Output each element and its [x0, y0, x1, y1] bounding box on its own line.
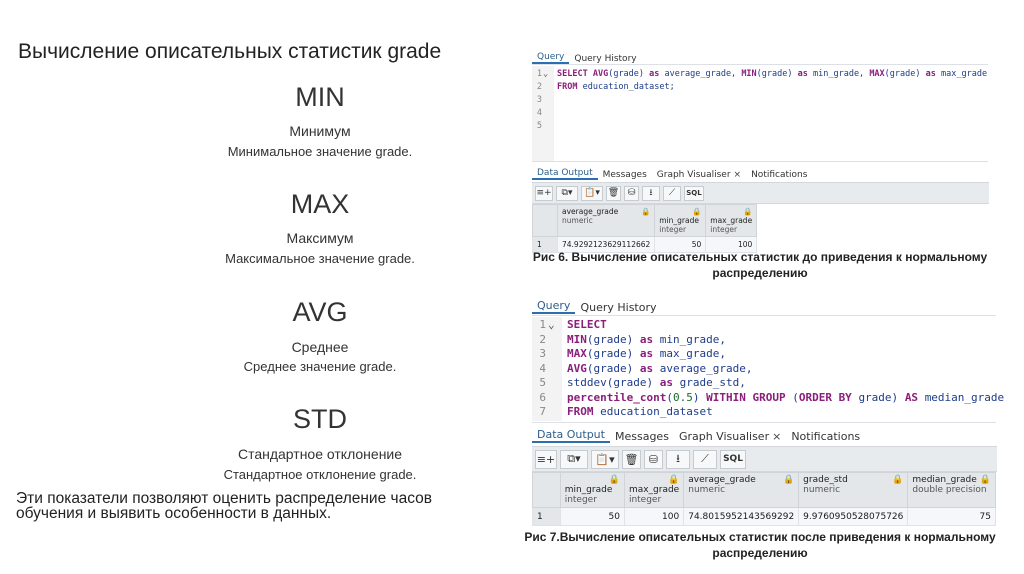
add-row-icon[interactable]: ≡+ [535, 186, 553, 201]
code-line-6: percentile_cont(0.5) WITHIN GROUP (ORDER BY grade) AS median_grade [567, 390, 1005, 404]
code-line-2: MIN(grade) as min_grade, [567, 332, 726, 346]
line-number: 3 [539, 347, 546, 360]
delete-icon[interactable]: 🗑 [622, 450, 641, 469]
tab-messages-1[interactable]: Messages [602, 170, 647, 180]
output-tabs-2 [532, 425, 865, 443]
table-cell[interactable]: 74.8015952143569292 [684, 508, 799, 526]
row-number-header [533, 473, 561, 508]
code-line-1: SELECT AVG(grade) as average_grade, MIN(grade) as min_grade, MAX(grade) as max_grade [557, 69, 988, 79]
lock-icon: 🔒 [608, 475, 620, 485]
close-icon[interactable]: × [772, 430, 782, 443]
table-cell[interactable]: 50 [560, 508, 624, 526]
figure-caption-7 [505, 529, 1015, 561]
delete-icon[interactable]: 🗑 [606, 186, 621, 201]
tab-graph-label: Graph Visualiser [656, 170, 731, 180]
tab-notifications-2[interactable]: Notifications [791, 430, 861, 443]
query-panel-2 [532, 292, 1005, 524]
row-number: 1 [533, 237, 558, 253]
line-number: 4 [536, 108, 542, 118]
column-header[interactable]: 🔒 median_grade double precision [908, 473, 996, 508]
stat-min-name: Минимум [289, 123, 351, 139]
lock-icon: 🔒 [782, 475, 795, 485]
caption-line-1: Рис 7.Вычисление описательных статистик после приведения к нормальному [524, 530, 996, 544]
figure-caption-6 [515, 249, 1005, 281]
column-header[interactable]: 🔒 average_grade numeric [558, 205, 655, 237]
caption-line-2: распределению [712, 546, 808, 560]
stat-std-name: Стандартное отклонение [237, 446, 403, 462]
output-tabs-1 [532, 164, 812, 180]
caption-line-2: распределению [712, 266, 808, 280]
query-tabs-2 [532, 294, 662, 314]
line-number: 5 [539, 376, 546, 389]
table-cell[interactable]: 75 [908, 508, 996, 526]
tab-data-output-2[interactable]: Data Output [532, 428, 610, 443]
line-number: 3 [536, 95, 542, 105]
column-header[interactable]: 🔒 min_grade integer [655, 205, 706, 237]
column-header[interactable]: 🔒 average_grade numeric [684, 473, 799, 508]
lock-icon: 🔒 [979, 475, 991, 485]
line-number: 1 [539, 318, 546, 331]
line-number: 7 [539, 405, 546, 418]
sql-editor-1[interactable] [532, 66, 988, 161]
tab-query-history-2[interactable]: Query History [580, 301, 657, 314]
slide-footnote [16, 491, 476, 521]
stat-avg-abbr: AVG [292, 297, 348, 327]
paste-icon[interactable]: 📋▾ [581, 186, 603, 201]
tab-query-history-1[interactable]: Query History [574, 54, 637, 64]
row-number: 1 [533, 508, 561, 526]
tab-query-1[interactable]: Query [532, 52, 569, 64]
lock-icon: 🔒 [892, 475, 904, 485]
tab-notifications-1[interactable]: Notifications [751, 170, 808, 180]
tab-graph-visualiser-2[interactable] [674, 430, 786, 443]
stat-min-abbr: MIN [295, 82, 345, 112]
fold-chevron-icon[interactable]: ⌄ [548, 318, 555, 331]
tab-query-2[interactable]: Query [532, 299, 575, 314]
copy-icon[interactable]: ⧉▾ [556, 186, 578, 201]
close-icon[interactable]: × [733, 170, 742, 180]
tab-messages-2[interactable]: Messages [614, 430, 669, 443]
paste-icon[interactable]: 📋▾ [591, 450, 619, 469]
table-cell[interactable]: 74.9292123629112662 [558, 237, 655, 253]
graph-icon[interactable]: ⟋ [663, 186, 681, 201]
footnote-line-2: обучения и выявить особенности в данных. [16, 505, 332, 522]
code-line-7: FROM education_dataset [567, 405, 713, 418]
save-data-icon[interactable]: ⛁ [644, 450, 663, 469]
graph-icon[interactable]: ⟋ [693, 450, 717, 469]
stat-max-abbr: MAX [290, 189, 350, 219]
lock-icon: 🔒 [640, 207, 651, 216]
column-header[interactable]: 🔒 max_grade integer [706, 205, 757, 237]
code-line-3: MAX(grade) as max_grade, [567, 347, 726, 360]
column-header[interactable]: 🔒 min_grade integer [560, 473, 624, 508]
column-header[interactable]: 🔒 grade_std numeric [799, 473, 908, 508]
stat-max-desc: Максимальное значение grade. [225, 251, 415, 266]
lock-icon: 🔒 [691, 207, 702, 216]
code-line-1: SELECT [567, 318, 607, 331]
line-number: 1 [536, 69, 542, 79]
save-data-icon[interactable]: ⛁ [624, 186, 639, 201]
lock-icon: 🔒 [742, 207, 753, 216]
table-cell[interactable]: 50 [655, 237, 706, 253]
download-icon[interactable]: ⭳ [666, 450, 690, 469]
table-cell[interactable]: 100 [624, 508, 683, 526]
tab-graph-visualiser-1[interactable] [652, 170, 746, 180]
sql-button[interactable]: SQL [684, 186, 704, 201]
line-number: 2 [539, 332, 546, 346]
code-line-2: FROM education_dataset; [557, 82, 675, 92]
stat-std-abbr: STD [293, 404, 347, 434]
stat-max-name: Максимум [286, 230, 354, 246]
caption-line-1: Рис 6. Вычисление описательных статистик до приведения к нормальному [532, 250, 988, 264]
footnote-line-1: Эти показатели позволяют оценить распределение часов [16, 490, 432, 507]
stat-min-desc: Минимальное значение grade. [227, 144, 413, 159]
line-number: 2 [536, 82, 542, 92]
table-row[interactable] [533, 508, 996, 526]
code-line-5: stddev(grade) as grade_std, [567, 376, 746, 389]
add-row-icon[interactable]: ≡+ [535, 450, 557, 469]
results-grid-1 [532, 204, 757, 253]
slide-title: Вычисление описательных статистик grade [18, 40, 442, 63]
results-grid-2 [532, 472, 996, 526]
stat-std-desc: Стандартное отклонение grade. [223, 467, 417, 482]
table-cell[interactable]: 100 [706, 237, 757, 253]
query-panel-1 [532, 44, 988, 249]
lock-icon: 🔒 [668, 475, 680, 485]
fold-chevron-icon[interactable]: ⌄ [543, 69, 549, 79]
stat-avg-desc: Среднее значение grade. [243, 359, 397, 374]
tab-data-output-1[interactable]: Data Output [532, 168, 598, 180]
query-tabs-1 [532, 46, 642, 64]
line-number: 6 [539, 390, 546, 404]
table-cell[interactable]: 9.9760950528075726 [799, 508, 908, 526]
results-toolbar-2 [532, 446, 997, 472]
stat-avg-name: Среднее [291, 339, 349, 355]
line-number: 4 [539, 361, 546, 375]
code-line-4: AVG(grade) as average_grade, [567, 361, 753, 375]
tab-graph-label: Graph Visualiser [678, 430, 770, 443]
sql-editor-2[interactable] [532, 317, 1005, 421]
column-header[interactable]: 🔒 max_grade integer [624, 473, 683, 508]
line-number: 5 [536, 121, 542, 131]
sql-button[interactable]: SQL [720, 450, 746, 469]
row-number-header [533, 205, 558, 237]
copy-icon[interactable]: ⧉▾ [560, 450, 588, 469]
download-icon[interactable]: ⭳ [642, 186, 660, 201]
results-toolbar-1 [532, 182, 989, 204]
